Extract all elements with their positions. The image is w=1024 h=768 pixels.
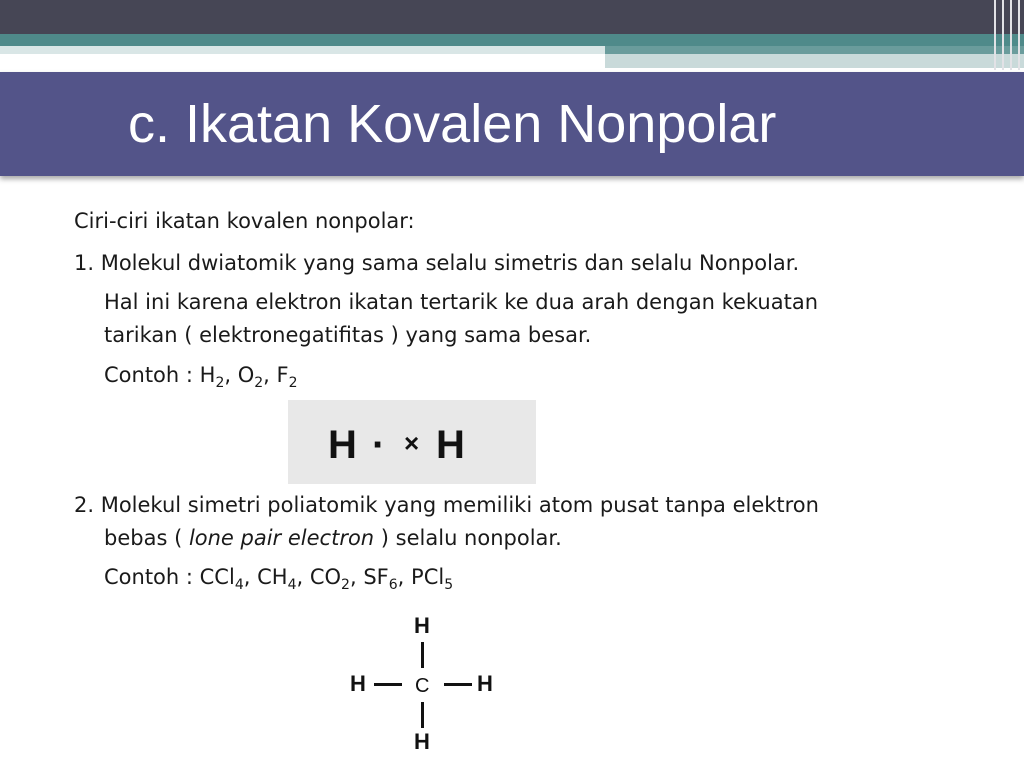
ch4-top-h: H (414, 613, 430, 638)
light-stripe-right (605, 54, 1024, 68)
formula-symbol: PCl (411, 565, 445, 589)
point2-formula-list: CCl$_4$, $CH_4$, $CO_2$, $SF_6$, PCl$_5$ (199, 565, 454, 594)
point1-explanation-line2: tarikan ( elektronegatifitas ) yang sama besar. (104, 323, 592, 347)
ch4-bond-top (421, 642, 424, 668)
formula-o2 (237, 363, 264, 392)
formula-symbol: CCl (199, 565, 235, 589)
ch4-bond-bottom (421, 702, 424, 728)
point1-heading: 1. Molekul dwiatomik yang sama selalu simetris dan selalu Nonpolar. (74, 251, 800, 275)
formula-subscript: 6 (388, 577, 398, 594)
h2-atom-right: H (436, 423, 465, 467)
point1-example-label: Contoh : (104, 363, 200, 387)
ch4-right-h: H (477, 671, 493, 696)
ch4-bottom-h: H (414, 729, 430, 754)
slide-title: c. Ikatan Kovalen Nonpolar (128, 94, 777, 154)
formula-symbol: H (199, 363, 216, 387)
point1-formula-list: $H_2$, $O_2$, $F_2$ (199, 363, 298, 392)
intro-text: Ciri-ciri ikatan kovalen nonpolar: (74, 209, 415, 233)
ch4-bond-left (374, 683, 402, 686)
formula-subscript: 4 (287, 577, 297, 594)
formula-subscript: 2 (215, 375, 225, 392)
teal-stripe (0, 34, 1024, 46)
point2-example (104, 561, 453, 602)
light-stripe-left (0, 46, 605, 54)
formula-sf6 (363, 565, 398, 594)
formula-h2 (199, 363, 225, 392)
h2-atom-left: H (328, 423, 357, 467)
h2-electron-left: · (372, 423, 386, 467)
ch4-left-h: H (350, 671, 366, 696)
formula-ccl4 (199, 565, 244, 594)
formula-symbol: O (237, 363, 255, 387)
point2-line2-post: ) selalu nonpolar. (374, 526, 562, 550)
teal-stripe-right (605, 46, 1024, 54)
formula-symbol: F (276, 363, 289, 387)
ch4-structure-diagram (340, 612, 520, 762)
formula-pcl5 (411, 565, 454, 594)
formula-subscript: 2 (288, 375, 298, 392)
corner-decor-lines (990, 0, 1024, 70)
formula-symbol: CO (309, 565, 342, 589)
point2-example-label: Contoh : (104, 565, 200, 589)
ch4-bond-right (444, 683, 472, 686)
point2-heading-line1: 2. Molekul simetri poliatomik yang memiliki atom pusat tanpa elektron (74, 493, 819, 517)
formula-ch4 (257, 565, 297, 594)
formula-symbol: CH (257, 565, 288, 589)
top-decor-bar (0, 0, 1024, 34)
lone-pair-term: lone pair electron (188, 526, 375, 550)
point2-heading-line2 (104, 522, 562, 555)
point2-line2-pre: bebas ( (104, 526, 189, 550)
ch4-center-c: C (415, 675, 430, 697)
point1-example (104, 359, 298, 400)
formula-subscript: 2 (341, 577, 350, 594)
formula-symbol: SF (363, 565, 389, 589)
formula-f2 (276, 363, 298, 392)
formula-subscript: 4 (234, 577, 244, 594)
formula-subscript: 5 (444, 577, 454, 594)
formula-subscript: 2 (254, 375, 264, 392)
h2-lewis-diagram (288, 400, 536, 484)
h2-electron-right: × (404, 428, 420, 458)
formula-co2 (309, 565, 350, 594)
point1-explanation-line1: Hal ini karena elektron ikatan tertarik ke dua arah dengan kekuatan (104, 290, 819, 314)
